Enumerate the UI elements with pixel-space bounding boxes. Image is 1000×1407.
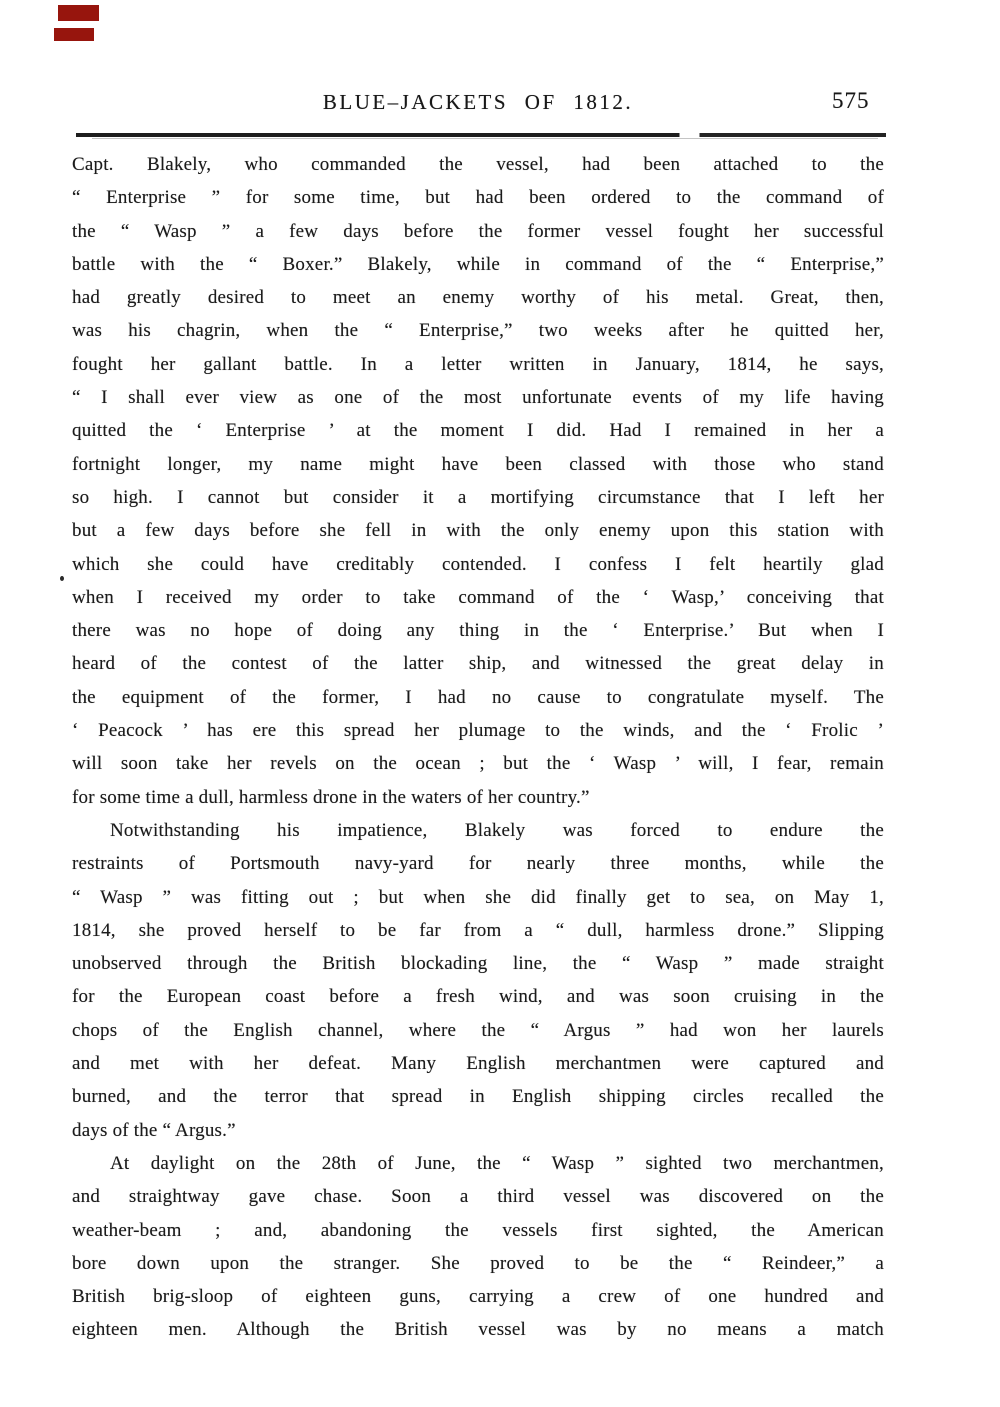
text-line: weather-beam ; and, abandoning the vessels first sighted, the American [72, 1219, 884, 1241]
text-line: and met with her defeat. Many English merchantmen were captured and [72, 1053, 884, 1075]
text-line: will soon take her revels on the ocean ; but the ‘ Wasp ’ will, I fear, remain [72, 753, 884, 775]
text-line: battle with the “ Boxer.” Blakely, while in command of the “ Enterprise,” [72, 253, 884, 275]
header-rule [76, 133, 886, 137]
text-line: heard of the contest of the latter ship, and witnessed the great delay in [72, 653, 884, 675]
page-number: 575 [832, 88, 870, 113]
text-line: “ I shall ever view as one of the most unfortunate events of my life having [72, 387, 884, 409]
stray-ink-mark [60, 576, 64, 581]
text-line: and straightway gave chase. Soon a third vessel was discovered on the [72, 1186, 884, 1208]
text-line: At daylight on the 28th of June, the “ Wasp ” sighted two merchantmen, [110, 1152, 884, 1174]
running-header-title: BLUE–JACKETS OF 1812. [322, 90, 634, 114]
red-redaction-mark-bottom [54, 28, 94, 41]
text-line: restraints of Portsmouth navy-yard for nearly three months, while the [72, 853, 884, 875]
text-line: burned, and the terror that spread in English shipping circles recalled the [72, 1086, 884, 1108]
text-block [72, 148, 884, 1347]
text-line: so high. I cannot but consider it a mortifying circumstance that I left her [72, 486, 884, 508]
text-line: fought her gallant battle. In a letter written in January, 1814, he says, [72, 353, 884, 375]
text-line: but a few days before she fell in with the only enemy upon this station with [72, 520, 884, 542]
text-line: fortnight longer, my name might have been classed with those who stand [72, 453, 884, 475]
text-line: Notwithstanding his impatience, Blakely was forced to endure the [110, 819, 884, 841]
text-line: bore down upon the stranger. She proved to be the “ Reindeer,” a [72, 1252, 884, 1274]
text-line: the “ Wasp ” a few days before the former vessel fought her successful [72, 220, 884, 242]
text-line: 1814, she proved herself to be far from a “ dull, harmless drone.” Slipping [72, 919, 884, 941]
text-line: chops of the English channel, where the “ Argus ” had won her laurels [72, 1019, 884, 1041]
text-line: there was no hope of doing any thing in the ‘ Enterprise.’ But when I [72, 620, 884, 642]
text-line: “ Wasp ” was fitting out ; but when she did finally get to sea, on May 1, [72, 886, 884, 908]
text-line: “ Enterprise ” for some time, but had been ordered to the command of [72, 187, 884, 209]
text-line: for the European coast before a fresh wind, and was soon cruising in the [72, 986, 884, 1008]
text-line: for some time a dull, harmless drone in the waters of her country.” [72, 786, 590, 808]
text-line: which she could have creditably contended. I confess I felt heartily glad [72, 553, 884, 575]
text-line: had greatly desired to meet an enemy worthy of his metal. Great, then, [72, 287, 884, 309]
text-line: was his chagrin, when the “ Enterprise,” two weeks after he quitted her, [72, 320, 884, 342]
text-line: when I received my order to take command of the ‘ Wasp,’ conceiving that [72, 586, 884, 608]
text-line: quitted the ‘ Enterprise ’ at the moment I did. Had I remained in her a [72, 420, 884, 442]
red-redaction-mark-top [58, 5, 99, 21]
text-line: eighteen men. Although the British vessel was by no means a match [72, 1319, 884, 1341]
text-line: Capt. Blakely, who commanded the vessel, had been attached to the [72, 154, 884, 175]
text-line: unobserved through the British blockading line, the “ Wasp ” made straight [72, 953, 884, 975]
text-line: the equipment of the former, I had no cause to congratulate myself. The [72, 686, 884, 708]
text-line: ‘ Peacock ’ has ere this spread her plumage to the winds, and the ‘ Frolic ’ [72, 720, 884, 742]
text-line: British brig-sloop of eighteen guns, carrying a crew of one hundred and [72, 1286, 884, 1308]
text-line: days of the “ Argus.” [72, 1119, 236, 1141]
